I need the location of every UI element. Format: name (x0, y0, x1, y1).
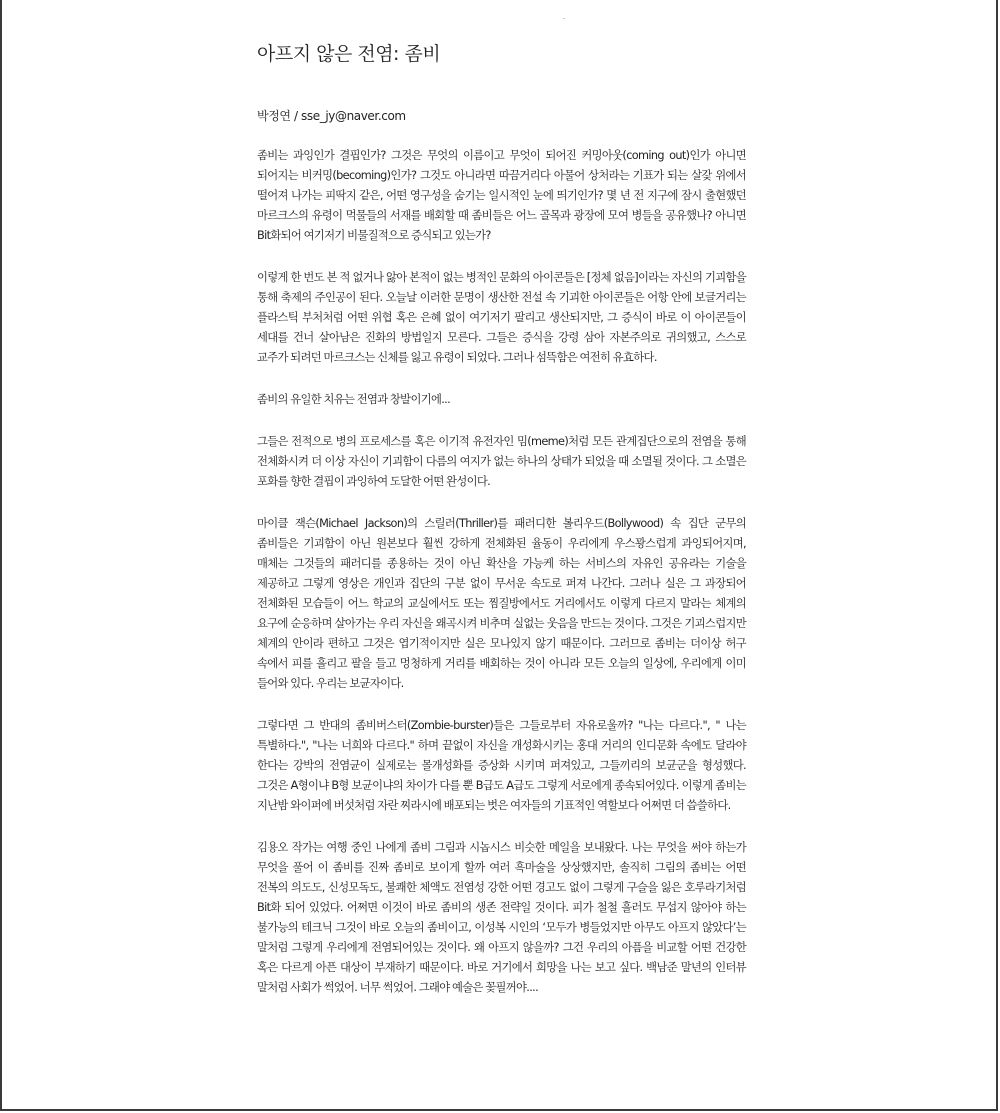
article-byline: 박정연 / sse_jy@naver.com (257, 109, 406, 123)
paragraph-6: 그렇다면 그 반대의 좀비버스터(Zombie-burster)들은 그들로부터 자유로울까? "나는 다르다.", " 나는 특별하다.", "나는 너희와 다르다." 하며 끝없이 자신을 개성화시키는 홍대 거리의 인디문화 속에도 달라야 한다는 강박의 전염균이 실제로는 몰개성화를 증상화 시키며 퍼져있고, 그들끼리의 보균군을 형성했다. 그것은 A형이냐 B형 보균이냐의 차이가 다를 뿐 B급도 A급도 그렇게 서로에게 종속되어있다. 이렇게 좀비는 지난밤 와이퍼에 버섯처럼 자란 찌라시에 배포되는 벗은 여자들의 기표적인 역할보다 어쩌면 더 씁쓸하다. (257, 719, 746, 812)
paragraph-3: 좀비의 유일한 치유는 전염과 창발이기에... (257, 393, 451, 406)
article (257, 40, 746, 998)
paragraph-7: 김용오 작가는 여행 중인 나에게 좀비 그림과 시놉시스 비슷한 메일을 보내왔다. 나는 무엇을 써야 하는가 무엇을 풀어 이 좀비를 진짜 좀비로 보이게 할까 여러 흑마술을 상상했지만, 솔직히 그림의 좀비는 어떤 전복의 의도도, 신성모독도, 불쾌한 체액도 전염성 강한 어떤 경고도 없이 그렇게 구슬을 잃은 호루라기처럼 Bit화 되어 있었다. 어쩌면 이것이 바로 좀비의 생존 전략일 것이다. 피가 철철 흘러도 무섭지 않아야 하는 불가능의 테크닉 그것이 바로 오늘의 좀비이고, 이성복 시인의 ‘모두가 병들었지만 아무도 아프지 않았다’는 말처럼 그렇게 우리에게 전염되어있는 것이다. 왜 아프지 않을까? 그건 우리의 아픔을 비교할 어떤 건강한 혹은 다르게 아픈 대상이 부재하기 때문이다. 바로 거기에서 희망을 나는 보고 싶다. 백남준 말년의 인터뷰 말처럼 사회가 썩었어. 너무 썩었어. 그래야 예술은 꽃필꺼야.... (257, 841, 746, 994)
paragraph-4: 그들은 전적으로 병의 프로세스를 혹은 이기적 유전자인 밈(meme)처럼 모든 관계집단으로의 전염을 통해 전체화시켜 더 이상 자신이 기괴함이 다름의 여지가 없는 하나의 상태가 되었을 때 소멸될 것이다. 그 소멸은 포화를 향한 결핍이 과잉하여 도달한 어떤 완성이다. (257, 435, 746, 488)
paragraph-5: 마이클 잭슨(Michael Jackson)의 스릴러(Thriller)를 패러디한 볼리우드(Bollywood) 속 집단 군무의 좀비들은 기괴함이 아닌 원본보다 훨씬 강하게 전체화된 율동이 우리에게 우스꽝스럽게 과잉되어지며, 매체는 그것들의 패러디를 종용하는 것이 아닌 확산을 가능케 하는 서비스의 자유인 공유라는 기술을 제공하고 그렇게 영상은 개인과 집단의 구분 없이 무서운 속도로 퍼져 나간다. 그러나 실은 그 과장되어 전체화된 모습들이 어느 학교의 교실에서도 또는 찜질방에서도 거리에서도 이렇게 다르지 말라는 체계의 요구에 순응하며 살아가는 우리 자신을 왜곡시켜 비추며 실없는 웃음을 만드는 것이다. 그것은 기괴스럽지만 체계의 안이라 편하고 그것은 엽기적이지만 실은 모나있지 않기 때문이다. 그러므로 좀비는 더이상 허구 속에서 피를 흘리고 팔을 들고 멍청하게 거리를 배회하는 것이 아니라 모든 오늘의 일상에, 우리에게 이미 들어와 있다. 우리는 보균자이다. (257, 517, 746, 690)
article-title: 아프지 않은 전염: 좀비 (257, 43, 441, 65)
paragraph-1: 좀비는 과잉인가 결핍인가? 그것은 무엇의 이름이고 무엇이 되어진 커밍아웃(coming out)인가 아니면 되어지는 비커밍(becoming)인가? 그것도 아니라면 따끔거리다 아물어 상처라는 기표가 되는 살갗 위에서 떨어져 나가는 피딱지 같은, 어떤 영구성을 숨기는 일시적인 눈에 띄기인가? 몇 년 전 지구에 잠시 출현했던 마르크스의 유령이 먹물들의 서재를 배회할 때 좀비들은 어느 골목과 광장에 모여 병들을 공유했나? 아니면 Bit화되어 여기저기 비물질적으로 증식되고 있는가? (257, 149, 746, 242)
top-mark (563, 18, 565, 19)
paragraph-2: 이렇게 한 번도 본 적 없거나 앓아 본적이 없는 병적인 문화의 아이콘들은 [정체 없음]이라는 자신의 기괴함을 통해 축제의 주인공이 된다. 오늘날 이러한 문명이 생산한 전설 속 기괴한 아이콘들은 어항 안에 보글거리는 플라스틱 부처처럼 어떤 위협 혹은 은혜 없이 여기저기 팔리고 생산되지만, 그 증식이 바로 이 아이콘들이 세대를 건너 살아남은 진화의 방법일지 모른다. 그들은 증식을 강령 삼아 자본주의로 귀의했고, 스스로 교주가 되려던 마르크스는 신체를 잃고 유령이 되었다. 그러나 섬뜩함은 여전히 유효하다. (257, 271, 746, 364)
